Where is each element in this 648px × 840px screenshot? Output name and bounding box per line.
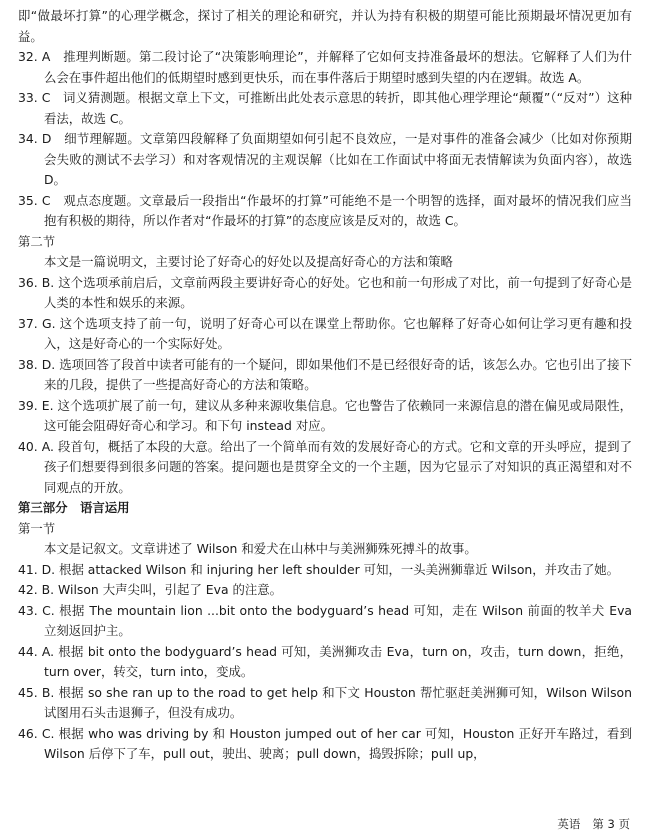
intro-paragraph: 即“做最坏打算”的心理学概念，探讨了相关的理论和研究，并认为持有积极的期望可能比预期最坏情况更加有益。 — [18, 8, 632, 44]
answer-42: 42. B. Wilson 大声尖叫，引起了 Eva 的注意。 — [18, 582, 283, 597]
answer-38: 38. D. 选项回答了段首中读者可能有的一个疑问，即如果他们不是已经很好奇的话，该怎么办。它也引出了接下来的几段，提供了一些提高好奇心的方法和策略。 — [18, 356, 632, 392]
answer-33: 33. C 词义猜测题。根据文章上下文，可推断出此处表示意思的转折，即其他心理学理论“颠覆”（“反对”）这种看法，故选 C。 — [18, 90, 632, 126]
answer-36: 36. B. 这个选项承前启后，文章前两段主要讲好奇心的好处。它也和前一句形成了对比，前一句提到了好奇心是人类的本性和娱乐的来源。 — [18, 274, 632, 310]
answer-explanation-page — [18, 6, 632, 765]
section-2-summary: 本文是一篇说明文，主要讨论了好奇心的好处以及提高好奇心的方法和策略 — [44, 254, 453, 269]
part-3-summary: 本文是记叙文。文章讲述了 Wilson 和爱犬在山林中与美洲狮殊死搏斗的故事。 — [44, 541, 477, 556]
answer-46: 46. C. 根据 who was driving by 和 Houston jumped out of her car 可知，Houston 正好开车路过，看到 Wilson 后停下了车，pull out，驶出、驶离；pull down，捣毁拆除；pull up， — [18, 725, 632, 761]
answer-39: 39. E. 这个选项扩展了前一句，建议从多种来源收集信息。它也警告了依赖同一来源信息的潜在偏见或局限性，这可能会阻碍好奇心和学习。和下句 instead 对应。 — [18, 397, 632, 433]
answer-44: 44. A. 根据 bit onto the bodyguard’s head 可知，美洲狮攻击 Eva，turn on，攻击，turn down，拒绝，turn over，转交，turn into，变成。 — [18, 643, 632, 679]
answer-40: 40. A. 段首句，概括了本段的大意。给出了一个简单而有效的发展好奇心的方式。它和文章的开头呼应，提到了孩子们想要得到很多问题的答案。提问题也是贯穿全文的一个主题，因为它显示了对知识的真正渴望和对不同观点的开放。 — [18, 438, 632, 495]
answer-34: 34. D 细节理解题。文章第四段解释了负面期望如何引起不良效应，一是对事件的准备会减少（比如对你预期会失败的测试不去学习）和对客观情况的主观误解（比如在工作面试中将面无表情解读为负面内容），故选 D。 — [18, 131, 632, 187]
answer-45: 45. B. 根据 so she ran up to the road to get help 和下文 Houston 帮忙驱赶美洲狮可知，Wilson Wilson 试图用石头击退狮子，但没有成功。 — [18, 684, 632, 720]
section-1-heading: 第一节 — [18, 520, 56, 536]
footer-page-number: 第 3 页 — [592, 816, 630, 831]
answer-37: 37. G. 这个选项支持了前一句，说明了好奇心可以在课堂上帮助你。它也解释了好奇心如何让学习更有趣和投入，这是好奇心的一个实际好处。 — [18, 315, 632, 351]
answer-32: 32. A 推理判断题。第二段讨论了“决策影响理论”，并解释了它如何支持准备最坏的想法。它解释了人们为什么会在事件超出他们的低期望时感到更快乐，而在事件落后于期望时感到失望的内在逻辑。故选 A。 — [18, 49, 632, 85]
part-3-heading: 第三部分 语言运用 — [18, 500, 130, 515]
answer-35: 35. C 观点态度题。文章最后一段指出“作最坏的打算”可能绝不是一个明智的选择，面对最坏的情况我们应当抱有积极的期待，所以作者对“作最坏的打算”的态度应该是反对的，故选 C。 — [18, 192, 632, 228]
page-footer — [557, 814, 630, 835]
section-2-heading: 第二节 — [18, 233, 56, 249]
footer-subject: 英语 — [557, 816, 581, 831]
answer-43: 43. C. 根据 The mountain lion ...bit onto the bodyguard’s head 可知，走在 Wilson 前面的牧羊犬 Eva 立刻返回护主。 — [18, 602, 632, 638]
answer-41: 41. D. 根据 attacked Wilson 和 injuring her left shoulder 可知，一头美洲狮靠近 Wilson，并攻击了她。 — [18, 561, 620, 577]
